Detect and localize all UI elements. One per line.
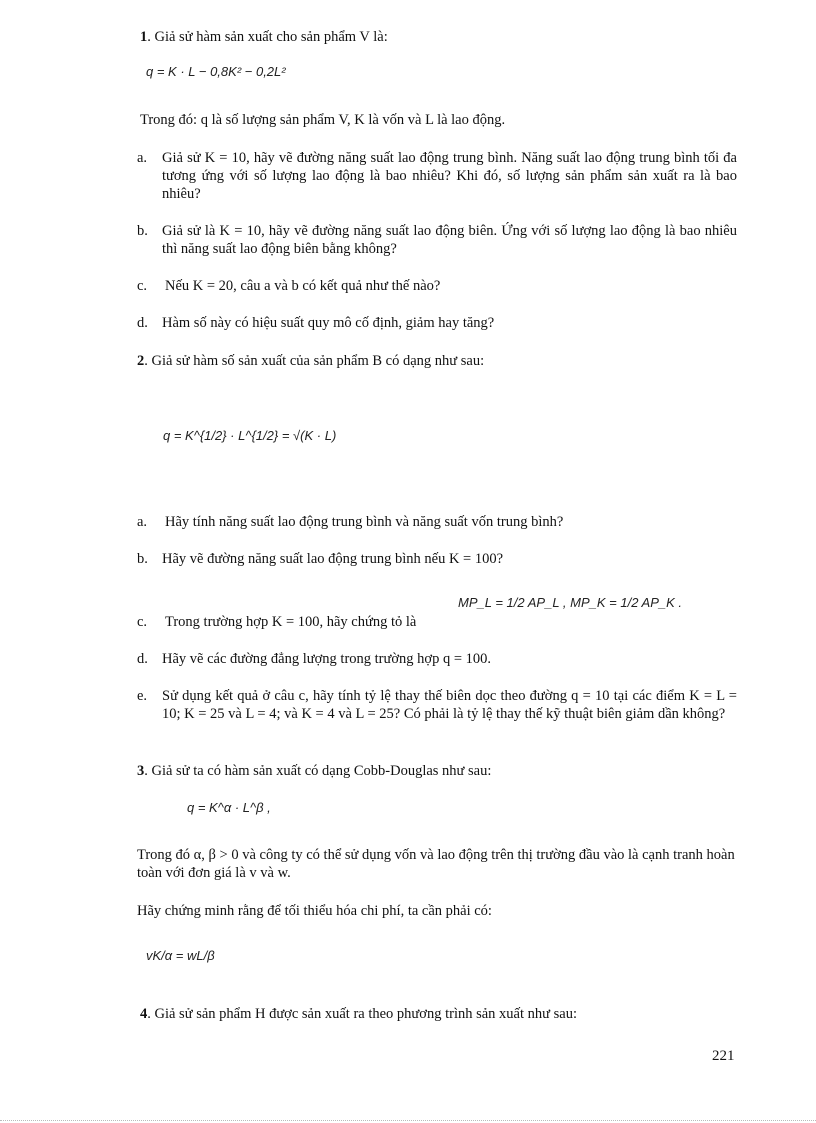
problem-2b-text: Hãy vẽ đường năng suất lao động trung bình nếu K = 100?	[162, 551, 504, 567]
problem-2e-label: e.	[137, 688, 148, 704]
problem-2b-label: b.	[137, 551, 148, 567]
problem-1a-text: Giả sử K = 10, hãy vẽ đường năng suất lao động trung bình. Năng suất lao động trung bình tối đa tương ứng với số lượng lao động là bao nhiêu? Khi đó, số lượng sản phẩm sản xuất ra là bao nhiêu?	[162, 150, 737, 202]
problem-2-formula: q = K^{1/2} · L^{1/2} = √(K · L)	[163, 428, 337, 443]
problem-2e-text: Sử dụng kết quả ở câu c, hãy tính tỷ lệ thay thế biên dọc theo đường q = 10 tại các điểm K = L = 10; K = 25 và L = 4; và K = 4 và L = 25? Có phải là tỷ lệ thay thế kỹ thuật biên giảm dần không?	[162, 688, 737, 722]
problem-1c-label: c.	[137, 278, 148, 294]
problem-2c-label: c.	[137, 614, 148, 630]
problem-1b-text: Giả sử là K = 10, hãy vẽ đường năng suất lao động biên. Ứng với số lượng lao động là bao nhiêu thì năng suất lao động biên bằng không?	[162, 223, 737, 257]
problem-4-intro: 4. Giả sử sản phẩm H được sản xuất ra theo phương trình sản xuất như sau:	[140, 1006, 577, 1022]
problem-2d-text: Hãy vẽ các đường đẳng lượng trong trường hợp q = 100.	[162, 651, 492, 667]
problem-3-prove: Hãy chứng minh rằng để tối thiểu hóa chi phí, ta cần phải có:	[137, 903, 492, 919]
problem-1-intro: 1. Giả sử hàm sản xuất cho sản phẩm V là:	[140, 29, 388, 45]
problem-2d-label: d.	[137, 651, 148, 667]
problem-2c-formula: MP_L = 1/2 AP_L , MP_K = 1/2 AP_K .	[458, 595, 683, 610]
problem-2a-label: a.	[137, 514, 148, 530]
page-number: 221	[712, 1048, 735, 1064]
problem-3-formula: q = K^α · L^β ,	[187, 800, 271, 815]
problem-3-formula-2: vK/α = wL/β	[146, 948, 215, 963]
problem-1d-text: Hàm số này có hiệu suất quy mô cố định, giảm hay tăng?	[162, 315, 495, 331]
problem-3-where: Trong đó α, β > 0 và công ty có thể sử dụng vốn và lao động trên thị trường đầu vào là cạnh tranh hoàn toàn với đơn giá là v và w.	[137, 847, 735, 881]
problem-2a-text: Hãy tính năng suất lao động trung bình và năng suất vốn trung bình?	[165, 514, 564, 530]
problem-1c-text: Nếu K = 20, câu a và b có kết quả như thế nào?	[165, 278, 441, 294]
problem-2c-text: Trong trường hợp K = 100, hãy chứng tỏ là	[165, 614, 417, 630]
problem-2-intro: 2. Giả sử hàm số sản xuất của sản phẩm B có dạng như sau:	[137, 353, 485, 369]
problem-3-intro: 3. Giả sử ta có hàm sản xuất có dạng Cobb-Douglas như sau:	[137, 763, 492, 779]
problem-1a-label: a.	[137, 150, 148, 166]
page-bottom-divider	[0, 1120, 816, 1121]
problem-1-formula: q = K · L − 0,8K² − 0,2L²	[146, 64, 286, 79]
problem-1-where: Trong đó: q là số lượng sản phẩm V, K là vốn và L là lao động.	[140, 112, 506, 128]
problem-1b-label: b.	[137, 223, 148, 239]
problem-1d-label: d.	[137, 315, 148, 331]
